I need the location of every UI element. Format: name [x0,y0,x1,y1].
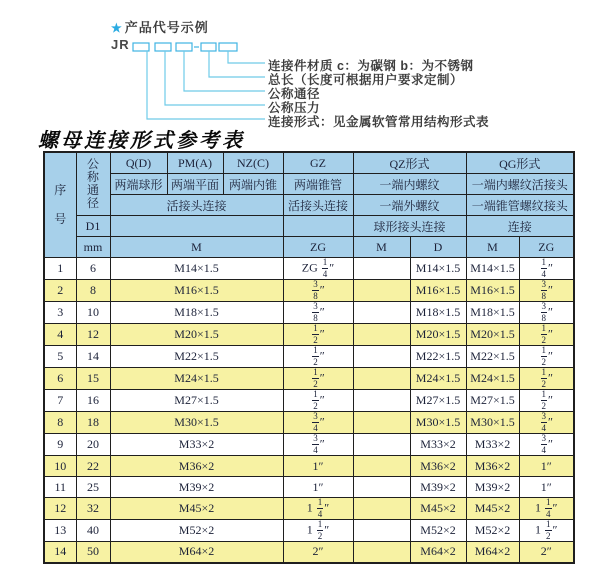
table-cell: M18×1.5 [466,302,519,324]
header-qg-sub: 一端内螺纹活接头 [466,174,574,195]
table-cell: 12 [76,324,110,346]
table-cell: M24×1.5 [466,368,519,390]
table-cell: M45×2 [110,498,283,520]
table-cell [353,346,410,368]
table-cell: $\frac{1}{2}$ ″ [283,390,353,412]
table-cell: 20 [76,434,110,456]
table-cell: 3 [44,302,76,324]
table-cell [353,456,410,477]
table-header [44,152,574,258]
table-cell: M36×2 [466,456,519,477]
table-cell: 9 [44,434,76,456]
header-qz-m: M [353,237,410,258]
table-row [44,280,574,302]
code-box [201,43,216,51]
table-cell [353,434,410,456]
table-cell: 11 [44,477,76,498]
star-icon: ★ [111,21,123,35]
header-m: M [110,237,283,258]
header-qz-d: D [410,237,466,258]
header-qg-zg: ZG [519,237,574,258]
table-cell: 5 [44,346,76,368]
table-cell: M33×2 [410,434,466,456]
header-gz-connection: 活接头连接 [283,195,353,216]
table-cell [353,390,410,412]
table-cell: M22×1.5 [410,346,466,368]
header-qd-sub: 两端球形 [110,174,167,195]
table-cell: M24×1.5 [110,368,283,390]
table-row [44,477,574,498]
table-cell [353,542,410,563]
table-cell: $\frac{3}{8}$ ″ [519,280,574,302]
table-cell: 10 [44,456,76,477]
table-body [44,258,574,563]
table-cell: M22×1.5 [466,346,519,368]
code-label-material: 连接件材质 c：为碳钢 b：为不锈钢 [268,59,474,73]
table-cell: 7 [44,390,76,412]
table-cell [353,280,410,302]
table-cell: M64×2 [466,542,519,563]
table-cell [353,302,410,324]
header-qd: Q(D) [110,152,167,174]
table-cell: M52×2 [466,520,519,542]
header-gz: GZ [283,152,353,174]
code-label-connection: 连接形式：见金属软管常用结构形式表 [268,115,490,129]
table-cell: M27×1.5 [110,390,283,412]
table-cell: 10 [76,302,110,324]
table-cell: 1 $\frac{1}{4}$ ″ [283,498,353,520]
table-row [44,346,574,368]
header-qg-sub2: 一端锥管螺纹接头 [466,195,574,216]
table-cell: 22 [76,456,110,477]
table-cell: 1 $\frac{1}{4}$ ″ [519,498,574,520]
table-cell: $\frac{3}{4}$ ″ [519,412,574,434]
table-cell: M14×1.5 [466,258,519,280]
table-row [44,302,574,324]
table-cell: 50 [76,542,110,563]
table-cell: 2″ [283,542,353,563]
header-zg: ZG [283,237,353,258]
header-pma-sub: 两端平面 [167,174,223,195]
table-cell: M14×1.5 [110,258,283,280]
table-cell [353,520,410,542]
header-qz: QZ形式 [353,152,466,174]
header-seq: 序 号 [44,152,76,258]
table-cell: $\frac{3}{4}$ ″ [283,412,353,434]
header-qg-m: M [466,237,519,258]
header-nzc-sub: 两端内锥 [223,174,283,195]
table-cell: 14 [76,346,110,368]
table-cell: M36×2 [110,456,283,477]
table-cell [353,258,410,280]
table-cell: M52×2 [110,520,283,542]
header-qg: QG形式 [466,152,574,174]
header-qz-sub: 一端内螺纹 [353,174,466,195]
table-cell: M45×2 [410,498,466,520]
table-cell: 4 [44,324,76,346]
table-cell: 16 [76,390,110,412]
code-box [176,43,192,51]
table-cell: 40 [76,520,110,542]
header-qz-sub2: 一端外螺纹 [353,195,466,216]
table-cell: M33×2 [110,434,283,456]
table-cell: 12 [44,498,76,520]
table-cell: M39×2 [466,477,519,498]
table-cell: M20×1.5 [466,324,519,346]
table-cell: $\frac{1}{2}$ ″ [283,368,353,390]
table-cell: 13 [44,520,76,542]
table-cell: M18×1.5 [410,302,466,324]
table-cell: M36×2 [410,456,466,477]
table-cell: 8 [76,280,110,302]
table-cell: 18 [76,412,110,434]
leader-line [184,51,265,91]
table-row [44,520,574,542]
table-row [44,390,574,412]
table-row [44,258,574,280]
diagram-title-text: 产品代号示例 [124,20,209,35]
table-cell: $\frac{3}{8}$ ″ [283,280,353,302]
header-qg-connection: 连接 [466,216,574,237]
table-cell: M16×1.5 [410,280,466,302]
table-cell: $\frac{1}{4}$ ″ [519,258,574,280]
header-empty [283,216,353,237]
table-cell: 6 [44,368,76,390]
diagram-title [111,17,209,36]
table-cell: M64×2 [110,542,283,563]
table-cell: M30×1.5 [110,412,283,434]
table-cell [353,477,410,498]
table-title: 螺母连接形式参考表 [38,128,245,152]
header-empty [110,216,283,237]
leader-line [209,51,265,77]
table-row [44,498,574,520]
table-cell: 1″ [283,456,353,477]
table-cell [353,324,410,346]
table-cell: 2″ [519,542,574,563]
table-cell: $\frac{1}{2}$ ″ [283,346,353,368]
table-cell: M20×1.5 [410,324,466,346]
table-cell: M16×1.5 [466,280,519,302]
header-gz-sub: 两端锥管 [283,174,353,195]
table-cell [353,368,410,390]
header-mm: mm [76,237,110,258]
code-prefix: JR [111,37,130,52]
table-cell: M27×1.5 [466,390,519,412]
table-cell: M45×2 [466,498,519,520]
nut-connection-reference-table [43,151,575,564]
table-row [44,456,574,477]
table-cell: M30×1.5 [466,412,519,434]
table-cell: 2 [44,280,76,302]
header-union-connection: 活接头连接 [110,195,283,216]
table-row [44,434,574,456]
table-cell: 8 [44,412,76,434]
table-cell: 14 [44,542,76,563]
header-nominal-diameter: 公 称 通 径 [76,152,110,216]
header-pma: PM(A) [167,152,223,174]
table-row [44,324,574,346]
table-cell: ZG $\frac{1}{4}$ ″ [283,258,353,280]
code-label-diameter: 公称通径 [268,87,321,101]
header-qz-connection: 球形接头连接 [353,216,466,237]
table-cell: 1″ [519,456,574,477]
code-label-length: 总长（长度可根据用户要求定制） [268,73,464,87]
table-cell [353,412,410,434]
table-row [44,542,574,563]
header-nzc: NZ(C) [223,152,283,174]
code-box [133,43,149,51]
table-cell: M52×2 [410,520,466,542]
table-cell: M24×1.5 [410,368,466,390]
table-cell: $\frac{1}{2}$ ″ [283,324,353,346]
table-cell: 1″ [519,477,574,498]
table-cell: $\frac{3}{4}$ ″ [283,434,353,456]
table-cell: 15 [76,368,110,390]
table-cell: M16×1.5 [110,280,283,302]
table-row [44,412,574,434]
table-cell: 25 [76,477,110,498]
table-cell: $\frac{1}{2}$ ″ [519,346,574,368]
table-cell: $\frac{1}{2}$ ″ [519,390,574,412]
table-cell: M39×2 [410,477,466,498]
table-cell: $\frac{1}{2}$ ″ [519,324,574,346]
leader-line [228,51,265,63]
table-cell [353,498,410,520]
leader-line [165,51,265,105]
code-box [219,43,237,51]
table-cell: $\frac{3}{8}$ ″ [283,302,353,324]
table-cell: 1″ [283,477,353,498]
table-cell: 6 [76,258,110,280]
table-cell: $\frac{3}{8}$ ″ [519,302,574,324]
table-cell: 1 [44,258,76,280]
table-cell: M30×1.5 [410,412,466,434]
table-row [44,368,574,390]
table-cell: 1 $\frac{1}{2}$ ″ [283,520,353,542]
table-cell: M27×1.5 [410,390,466,412]
table-cell: M22×1.5 [110,346,283,368]
table-cell: M64×2 [410,542,466,563]
code-box [155,43,171,51]
table-cell: M18×1.5 [110,302,283,324]
table-cell: M14×1.5 [410,258,466,280]
table-cell: 1 $\frac{1}{2}$ ″ [519,520,574,542]
header-d1: D1 [76,216,110,237]
table-cell: M39×2 [110,477,283,498]
table-cell: M20×1.5 [110,324,283,346]
table-cell: $\frac{3}{4}$ ″ [519,434,574,456]
table-cell: $\frac{1}{2}$ ″ [519,368,574,390]
code-label-pressure: 公称压力 [268,101,321,115]
table-cell: 32 [76,498,110,520]
table-cell: M33×2 [466,434,519,456]
